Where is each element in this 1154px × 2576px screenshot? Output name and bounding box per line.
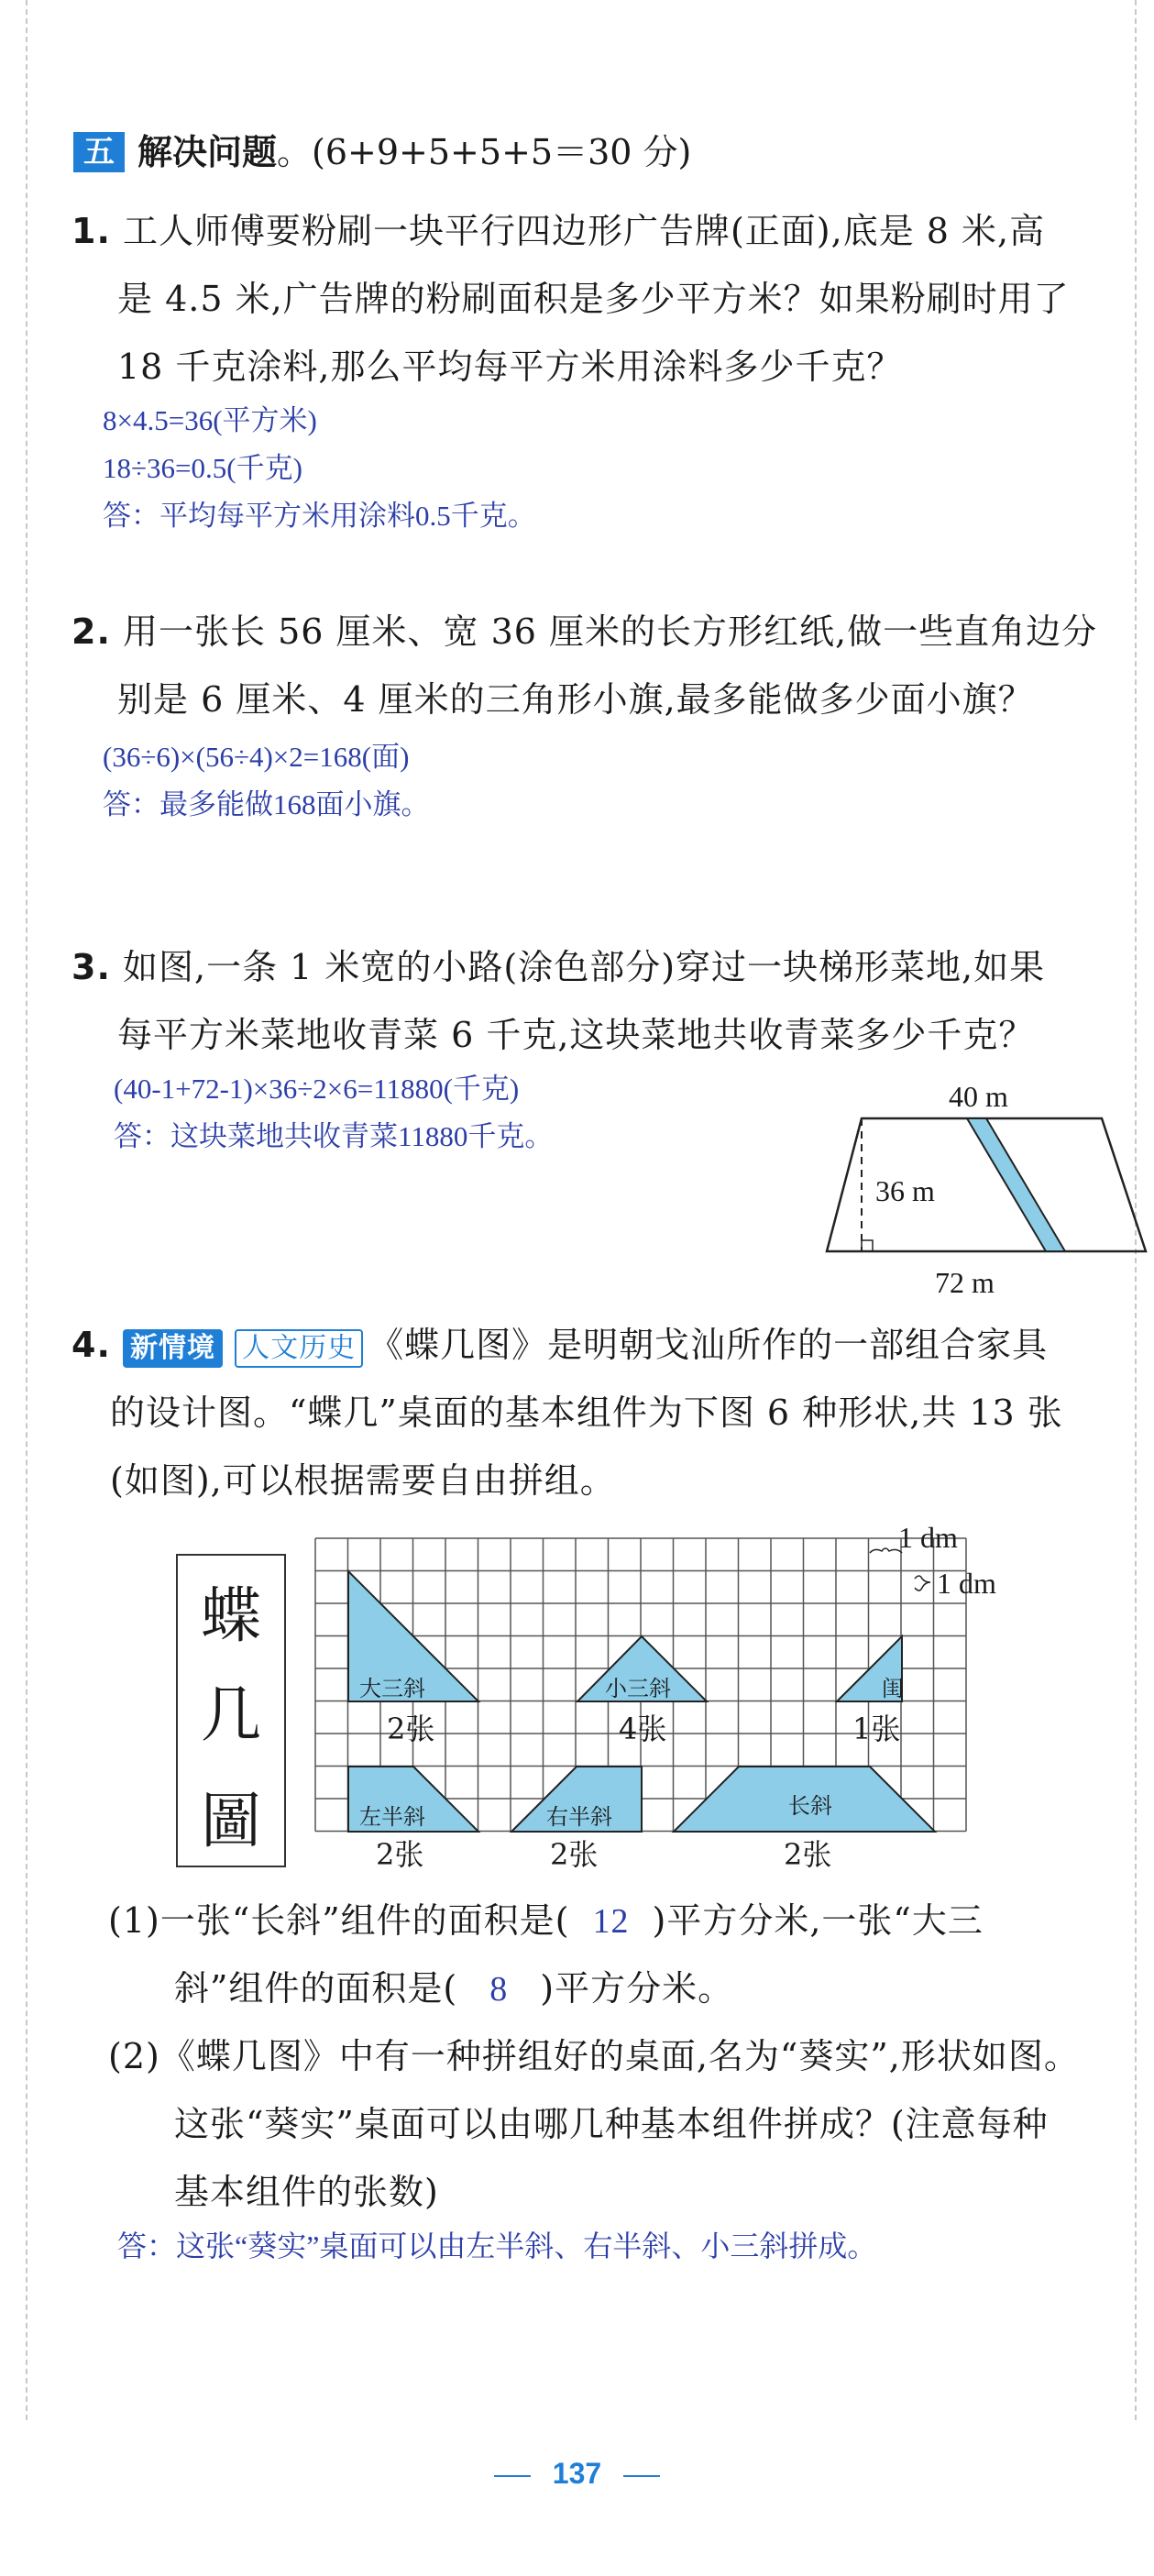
q3-answer-2: 答：这块菜地共收青菜11880千克。 [114, 1120, 554, 1152]
butterfly-pieces-grid [302, 1522, 1036, 1888]
title-char-3: 圖 [201, 1786, 261, 1856]
count-right-half: 2张 [550, 1837, 599, 1872]
sub1-text-c: 斜”组件的面积是( [174, 1968, 458, 2009]
piece-shapes [348, 1571, 935, 1832]
title-char-2: 几 [201, 1679, 261, 1750]
q1-line-1 [71, 197, 1045, 265]
q3-line-1 [71, 933, 1045, 1001]
section-title-text: 解决问题 [137, 132, 278, 172]
sub2-line-1: (2)《蝶几图》中有一种拼组好的桌面,名为“葵实”,形状如图。 [108, 2036, 1080, 2076]
q2-answer-2: 答：最多能做168面小旗。 [103, 788, 430, 820]
label-small-triangle: 小三斜 [605, 1676, 671, 1701]
q1-text-1: 工人师傅要粉刷一块平行四边形广告牌(正面),底是 8 米,高 [122, 211, 1046, 251]
sub1-answer-large: 8 [489, 1970, 509, 2009]
dim-brace-vertical [915, 1576, 930, 1591]
history-tag: 人文历史 [235, 1329, 363, 1368]
section-score: 。(6+9+5+5+5＝30 分) [277, 132, 692, 172]
height-label: 36 m [875, 1174, 935, 1207]
road-strip [967, 1118, 1065, 1251]
q1-number: 1. [71, 211, 111, 251]
section-title [137, 127, 691, 178]
q4-answer: 答：这张“葵实”桌面可以由左半斜、右半斜、小三斜拼成。 [117, 2229, 877, 2262]
count-gui: 1张 [852, 1712, 901, 1746]
q1-answer-1: 8×4.5=36(平方米) [103, 404, 317, 436]
sub1-answer-long: 12 [592, 1902, 630, 1941]
q4-number: 4. [71, 1325, 111, 1365]
label-right-half: 右半斜 [546, 1804, 612, 1830]
label-large-triangle: 大三斜 [359, 1676, 425, 1701]
count-long: 2张 [784, 1837, 832, 1872]
dim-brace-horizontal [870, 1548, 902, 1553]
title-char-1: 蝶 [201, 1580, 261, 1651]
dim-width-label: 1 dm [898, 1522, 958, 1554]
sub1-text-b: )平方分米,一张“大三 [652, 1900, 984, 1941]
sub1-text-a: (1)一张“长斜”组件的面积是( [108, 1900, 570, 1941]
label-long: 长斜 [788, 1793, 832, 1819]
q3-answer-1: (40-1+72-1)×36÷2×6=11880(千克) [114, 1073, 520, 1105]
left-margin-line [26, 0, 27, 2420]
sub1-line-2 [174, 1954, 733, 2023]
sub1-line-1 [108, 1887, 984, 1955]
trapezoid-figure [807, 1063, 1154, 1302]
q2-line-2: 别是 6 厘米、4 厘米的三角形小旗,最多能做多少面小旗？ [117, 679, 1034, 720]
sub1-text-d: )平方分米。 [540, 1968, 734, 2009]
q4-line-2: 的设计图。“蝶几”桌面的基本组件为下图 6 种形状,共 13 张 [110, 1393, 1063, 1433]
q1-line-2: 是 4.5 米,广告牌的粉刷面积是多少平方米？如果粉刷时用了 [117, 279, 1070, 319]
q2-answer-1: (36÷6)×(56÷4)×2=168(面) [103, 741, 410, 773]
section-badge: 五 [73, 132, 125, 172]
bottom-length-label: 72 m [935, 1266, 995, 1299]
page-number-dash-right [623, 2475, 660, 2477]
count-large-triangle: 2张 [387, 1712, 435, 1746]
top-length-label: 40 m [949, 1080, 1008, 1113]
q2-line-1 [71, 598, 1097, 666]
count-small-triangle: 4张 [619, 1712, 667, 1746]
q2-text-1: 用一张长 56 厘米、宽 36 厘米的长方形红纸,做一些直角边分 [122, 611, 1098, 652]
dim-height-label: 1 dm [937, 1567, 996, 1600]
q4-line-3: (如图),可以根据需要自由拼组。 [110, 1460, 616, 1501]
label-left-half: 左半斜 [359, 1804, 425, 1830]
page-number [0, 2457, 1154, 2491]
new-context-tag: 新情境 [123, 1329, 223, 1368]
count-left-half: 2张 [376, 1837, 424, 1872]
q4-text-1: 《蝶几图》是明朝戈汕所作的一部组合家具 [368, 1325, 1049, 1365]
label-gui: 闺 [882, 1676, 904, 1701]
butterfly-table-title-box [176, 1554, 286, 1867]
q3-line-2: 每平方米菜地收青菜 6 千克,这块菜地共收青菜多少千克？ [117, 1015, 1035, 1055]
page-number-dash-left [494, 2475, 531, 2477]
q1-answer-3: 答：平均每平方米用涂料0.5千克。 [103, 500, 536, 532]
right-angle-mark [862, 1240, 873, 1251]
q3-number: 3. [71, 947, 111, 987]
page-number-text: 137 [552, 2457, 602, 2490]
q1-answer-2: 18÷36=0.5(千克) [103, 452, 302, 484]
sub2-line-2: 这张“葵实”桌面可以由哪几种基本组件拼成？(注意每种 [174, 2104, 1049, 2144]
q1-line-3: 18 千克涂料,那么平均每平方米用涂料多少千克？ [117, 347, 903, 387]
q2-number: 2. [71, 611, 111, 652]
sub2-line-3: 基本组件的张数) [174, 2172, 439, 2212]
q4-line-1 [71, 1311, 1048, 1379]
q3-text-1: 如图,一条 1 米宽的小路(涂色部分)穿过一块梯形菜地,如果 [122, 947, 1046, 987]
